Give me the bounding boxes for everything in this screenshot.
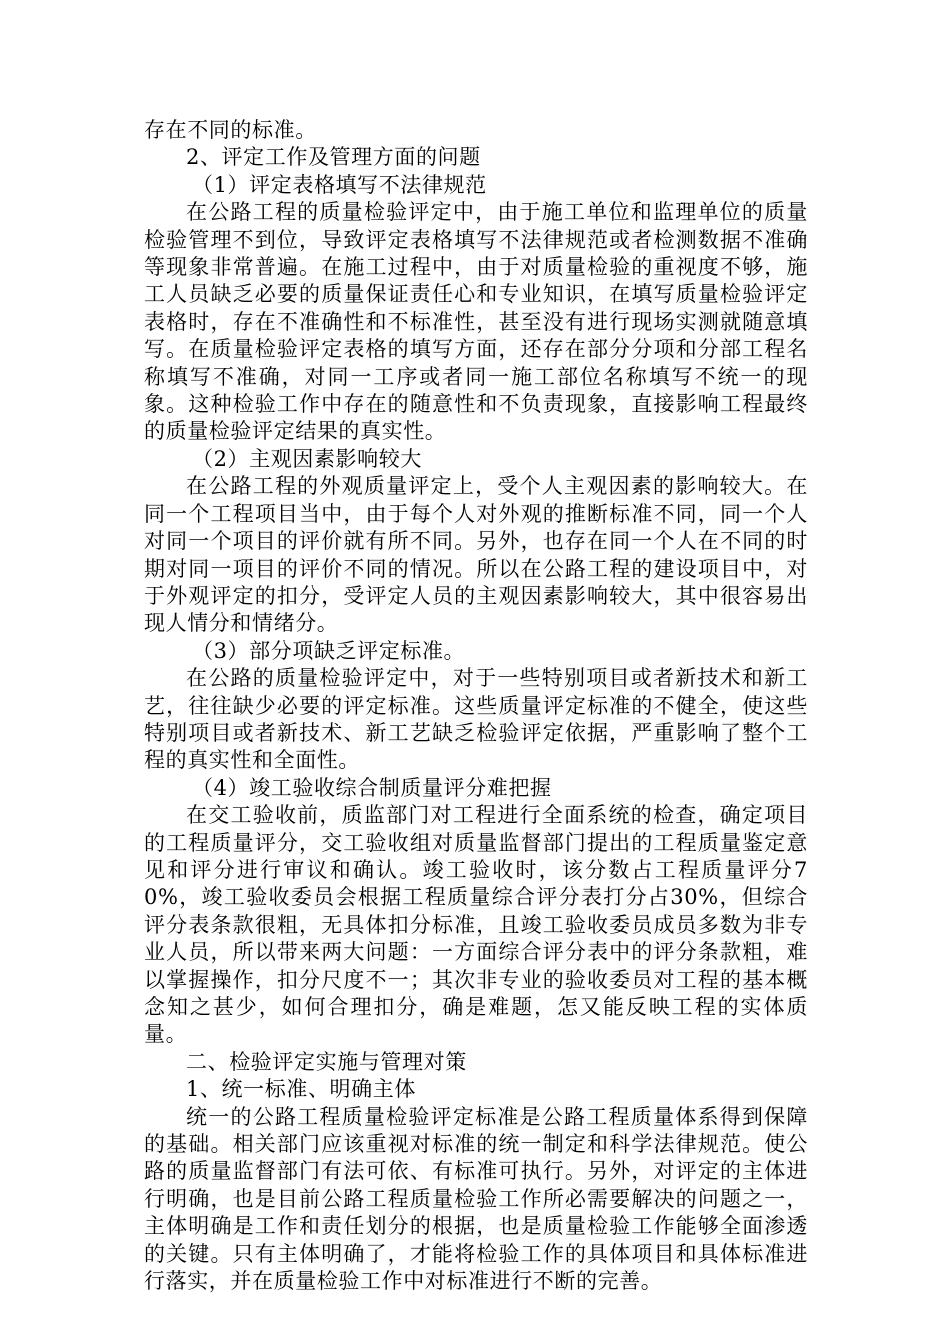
paragraph-continuation: 存在不同的标准。	[144, 118, 317, 142]
section-heading-1: 1、统一标准、明确主体	[186, 1077, 416, 1102]
body-paragraph: 在公路工程的质量检验评定中，由于施工单位和监理单位的质量检验管理不到位，导致评定表格填写不法律规范或者检测数据不准确等现象非常普遍。在施工过程中，由于对质量检验的重视度不够，施工人员缺乏必要的质量保证责任心和专业知识，在填写质量检验评定表格时，存在不准确性和不标准性，甚至没有进行现场实测就随意填写。在质量检验评定表格的填写方面，还存在部分分项和分部工程名称填写不准确，对同一工序或者同一施工部位名称填写不统一的现象。这种检验工作中存在的随意性和不负责现象，直接影响工程最终的质量检验评定结果的真实性。	[144, 200, 808, 444]
subheading-3: （3）部分项缺乏评定标准。	[192, 638, 466, 663]
subheading-1: （1）评定表格填写不法律规范	[192, 172, 487, 197]
document-body	[144, 117, 808, 1295]
body-paragraph: 在公路的质量检验评定中，对于一些特别项目或者新技术和新工艺，往往缺少必要的评定标准。这些质量评定标准的不健全，使这些特别项目或者新技术、新工艺缺乏检验评定依据，严重影响了整个工程的真实性和全面性。	[144, 666, 808, 773]
section-heading-part-2: 二、检验评定实施与管理对策	[186, 1049, 467, 1074]
body-paragraph: 统一的公路工程质量检验评定标准是公路工程质量体系得到保障的基础。相关部门应该重视对标准的统一制定和科学法律规范。使公路的质量监督部门有法可依、有标准可执行。另外，对评定的主体进行明确，也是目前公路工程质量检验工作所必需要解决的问题之一，主体明确是工作和责任划分的根据，也是质量检验工作能够全面渗透的关键。只有主体明确了，才能将检验工作的具体项目和具体标准进行落实，并在质量检验工作中对标准进行不断的完善。	[144, 1104, 808, 1294]
subheading-2: （2）主观因素影响较大	[192, 446, 422, 471]
body-paragraph: 在公路工程的外观质量评定上，受个人主观因素的影响较大。在同一个工程项目当中，由于每个人对外观的推断标准不同，同一个人对同一个项目的评价就有所不同。另外，也存在同一个人在不同的时期对同一项目的评价不同的情况。所以在公路工程的建设项目中，对于外观评定的扣分，受评定人员的主观因素影响较大，其中很容易出现人情分和情绪分。	[144, 474, 808, 636]
subheading-4: （4）竣工验收综合制质量评分难把握	[192, 775, 552, 800]
body-paragraph: 在交工验收前，质监部门对工程进行全面系统的检查，确定项目的工程质量评分，交工验收组对质量监督部门提出的工程质量鉴定意见和评分进行审议和确认。竣工验收时，该分数占工程质量评分70%，竣工验收委员会根据工程质量综合评分表打分占30%，但综合评分表条款很粗，无具体扣分标准，且竣工验收委员成员多数为非专业人员，所以带来两大问题：一方面综合评分表中的评分条款粗，难以掌握操作，扣分尺度不一；其次非专业的验收委员对工程的基本概念知之甚少，如何合理扣分，确是难题，怎又能反映工程的实体质量。	[144, 803, 808, 1047]
section-heading-2: 2、评定工作及管理方面的问题	[186, 145, 481, 170]
